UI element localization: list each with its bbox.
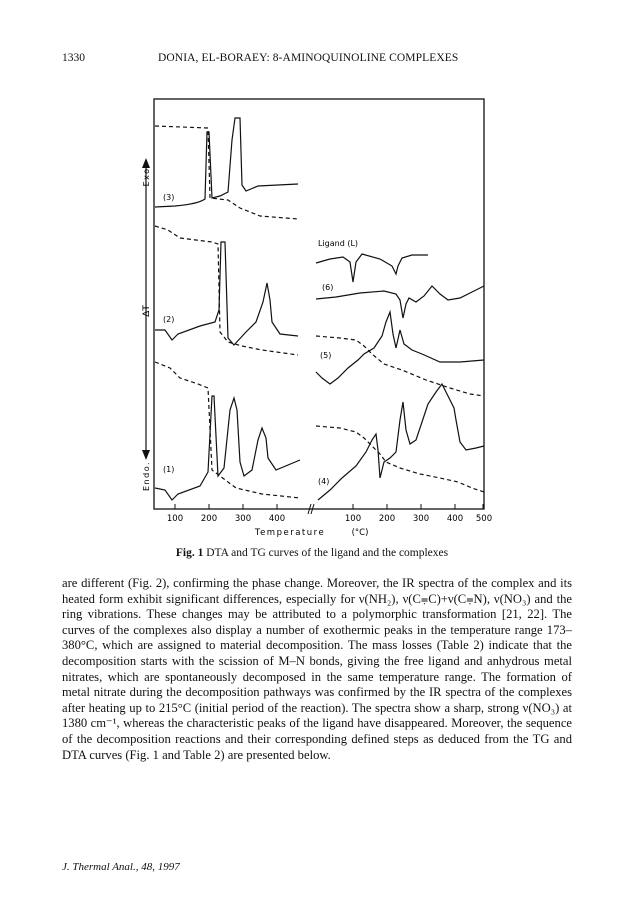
curve-label-5: (5) (320, 351, 332, 360)
tick-label-right-200: 200 (378, 514, 396, 524)
figure-frame (154, 99, 484, 509)
tick-label-left-300: 300 (234, 514, 252, 524)
figure-caption-label: Fig. 1 (175, 547, 204, 559)
tick-label-right-300: 300 (412, 514, 430, 524)
curve-3-dta (155, 118, 298, 207)
endo-label: Endo. (142, 461, 151, 491)
curve-5-tg (316, 336, 484, 396)
figure-caption-text: DTA and TG curves of the ligand and the complexes (206, 547, 449, 559)
curve-label-ligand: Ligand (L) (318, 239, 359, 248)
left-x-ticks (175, 504, 483, 509)
curve-label-2: (2) (163, 315, 175, 324)
exo-label: Exo. (142, 163, 151, 187)
body-paragraph: are different (Fig. 2), confirming the phase change. Moreover, the IR spectra of the complex and its heated form exhibit significant differences, especially for ν(NH₂), ν(C⩦C)+ν(C⩦N), ν(NO₃) and the ring vibrations. These changes may be attributed to a polymorphic transformation [21, 22]. The curves of the complexes also display a number of exothermic peaks in the temperature range 173–380°C, which are assigned to material decomposition. The mass losses (Table 2) indicate that the decomposition starts with the scission of M–N bonds, giving the free ligand and anhydrous metal nitrates, which are spontaneously decomposed in the same temperature range. The formation of metal nitrate during the decomposition pathways was confirmed by the IR spectra of the complexes after heating up to 215°C (initial period of the reaction). The spectra show a sharp, strong ν(NO₃) at 1380 cm⁻¹, whereas the characteristic peaks of the ligand have disappeared. Moreover, the sequence of the decomposition reactions and their corresponding defined steps as deduced from the TG and DTA curves (Fig. 1 and Table 2) are presented below. (62, 576, 572, 762)
y-axis-arrow-down (142, 450, 150, 460)
tick-label-right-500: 500 (475, 514, 493, 524)
tick-label-left-400: 400 (268, 514, 286, 524)
x-axis-label: Temperature (254, 528, 326, 538)
curve-label-1: (1) (163, 465, 175, 474)
curve-5-dta (316, 312, 484, 384)
tick-label-right-100: 100 (344, 514, 362, 524)
delta-t-label: ΔT (142, 305, 152, 317)
curve-4-dta (318, 384, 484, 500)
running-title: DONIA, EL-BORAEY: 8-AMINOQUINOLINE COMPLEXES (158, 52, 459, 64)
curve-1-dta (155, 396, 300, 500)
curve-ligand-dta (316, 254, 428, 282)
tick-label-left-200: 200 (200, 514, 218, 524)
curve-6-dta (316, 286, 484, 318)
journal-footer: J. Thermal Anal., 48, 1997 (62, 861, 180, 873)
page-number: 1330 (62, 52, 85, 64)
curve-2-dta (155, 242, 298, 345)
figure-caption (0, 547, 624, 559)
tick-label-right-400: 400 (446, 514, 464, 524)
curve-3-tg (155, 126, 298, 219)
x-axis-unit: (°C) (351, 528, 369, 538)
body-text (62, 576, 572, 763)
tick-label-left-100: 100 (166, 514, 184, 524)
curve-label-6: (6) (322, 283, 334, 292)
curve-label-3: (3) (163, 193, 175, 202)
curve-label-4: (4) (318, 477, 330, 486)
